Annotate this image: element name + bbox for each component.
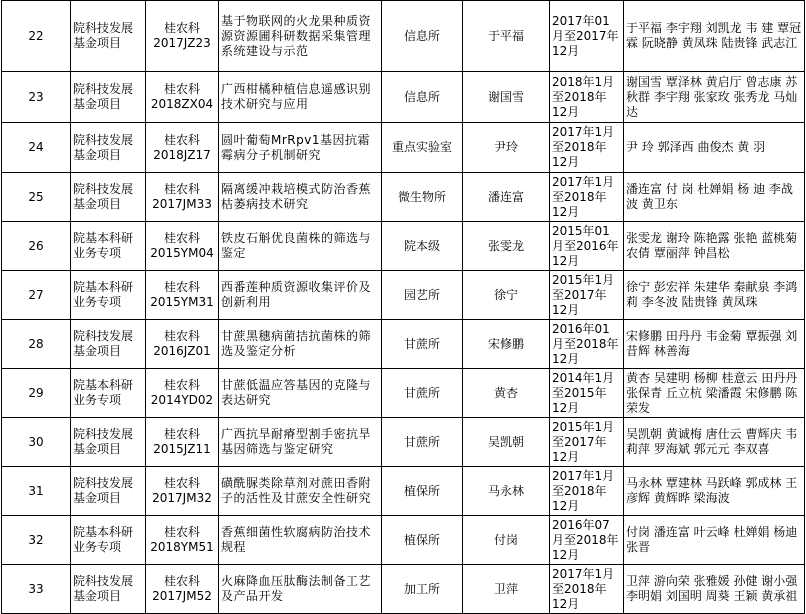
project-code-number: 2015YM04	[150, 246, 214, 260]
project-code-cell	[146, 418, 219, 467]
department-cell: 微生物所	[382, 173, 463, 222]
project-category-cell: 院科技发展基金项目	[71, 320, 146, 369]
project-category-cell: 院科技发展基金项目	[71, 467, 146, 516]
table-row	[2, 418, 805, 467]
project-members-cell: 吴凯朝 黄诚梅 唐仕云 曹辉庆 韦莉萍 罗海斌 郭元元 李双喜	[624, 418, 805, 467]
department-cell: 院本级	[382, 222, 463, 271]
table-row	[2, 369, 805, 418]
department-cell: 甘蔗所	[382, 418, 463, 467]
project-code-prefix: 桂农科	[163, 231, 200, 245]
project-leader-cell: 谢国雪	[463, 72, 550, 123]
project-code-cell	[146, 369, 219, 418]
table-row	[2, 123, 805, 173]
project-leader-cell: 宋修鹏	[463, 320, 550, 369]
project-code-number: 2018ZX04	[150, 97, 214, 111]
project-members-cell: 潘连富 付 岗 杜婵娟 杨 迪 李战波 黄卫东	[624, 173, 805, 222]
project-period-cell: 2017年01月至2017年12月	[550, 1, 624, 72]
project-title-cell: 香蕉细菌性软腐病防治技术规程	[219, 516, 382, 565]
department-cell: 信息所	[382, 72, 463, 123]
project-period-cell: 2016年07月至2018年12月	[550, 516, 624, 565]
table-row	[2, 1, 805, 72]
project-members-cell: 卫萍 游向荣 张雅媛 孙健 谢小强 李明娟 刘国明 周葵 王颖 黄承祖	[624, 565, 805, 614]
project-code-number: 2018YM51	[150, 540, 214, 554]
project-table-body	[2, 1, 805, 614]
project-category-cell: 院科技发展基金项目	[71, 565, 146, 614]
project-code-cell	[146, 1, 219, 72]
project-category-cell: 院基本科研业务专项	[71, 271, 146, 320]
project-code-prefix: 桂农科	[163, 329, 200, 343]
row-number-cell: 32	[2, 516, 71, 565]
row-number-cell: 29	[2, 369, 71, 418]
project-leader-cell: 于平福	[463, 1, 550, 72]
project-period-cell: 2016年01月至2018年12月	[550, 320, 624, 369]
project-period-cell: 2017年1月至2018年12月	[550, 123, 624, 173]
project-members-cell: 谢国雪 覃泽林 黄启厅 曾志康 苏秋群 李宇翔 张家玫 张秀龙 马灿达	[624, 72, 805, 123]
project-title-cell: 广西柑橘种植信息遥感识别技术研究与应用	[219, 72, 382, 123]
department-cell: 植保所	[382, 516, 463, 565]
project-code-prefix: 桂农科	[163, 82, 200, 96]
project-code-number: 2017JM33	[152, 197, 212, 211]
project-leader-cell: 张雯龙	[463, 222, 550, 271]
project-title-cell: 甘蔗黑穗病菌拮抗菌株的筛选及鉴定分析	[219, 320, 382, 369]
project-code-prefix: 桂农科	[163, 427, 200, 441]
row-number-cell: 26	[2, 222, 71, 271]
row-number-cell: 22	[2, 1, 71, 72]
project-code-number: 2016JZ01	[153, 344, 211, 358]
project-category-cell: 院科技发展基金项目	[71, 123, 146, 173]
row-number-cell: 27	[2, 271, 71, 320]
project-leader-cell: 徐宁	[463, 271, 550, 320]
table-row	[2, 565, 805, 614]
project-code-cell	[146, 565, 219, 614]
row-number-cell: 24	[2, 123, 71, 173]
project-members-cell: 黄杏 吴建明 杨柳 桂意云 田丹丹 张保青 丘立杭 梁潘霞 宋修鹏 陈荣发	[624, 369, 805, 418]
department-cell: 甘蔗所	[382, 369, 463, 418]
project-period-cell: 2017年1月至2018年12月	[550, 565, 624, 614]
project-period-cell: 2015年01月至2016年12月	[550, 222, 624, 271]
department-cell: 信息所	[382, 1, 463, 72]
project-code-number: 2017JM32	[152, 491, 212, 505]
table-row	[2, 467, 805, 516]
row-number-cell: 23	[2, 72, 71, 123]
row-number-cell: 33	[2, 565, 71, 614]
project-category-cell: 院科技发展基金项目	[71, 173, 146, 222]
department-cell: 植保所	[382, 467, 463, 516]
project-code-number: 2015JZ11	[153, 442, 211, 456]
project-code-prefix: 桂农科	[163, 378, 200, 392]
project-category-cell: 院科技发展基金项目	[71, 1, 146, 72]
project-members-cell: 付岗 潘连富 叶云峰 杜婵娟 杨迪 张晋	[624, 516, 805, 565]
department-cell: 加工所	[382, 565, 463, 614]
project-category-cell: 院基本科研业务专项	[71, 516, 146, 565]
project-code-prefix: 桂农科	[163, 476, 200, 490]
table-row	[2, 222, 805, 271]
project-code-cell	[146, 123, 219, 173]
project-code-cell	[146, 467, 219, 516]
project-title-cell: 火麻降血压肽酶法制备工艺及产品开发	[219, 565, 382, 614]
project-title-cell: 广西抗旱耐瘠型割手密抗旱基因筛选与鉴定研究	[219, 418, 382, 467]
project-code-number: 2015YM31	[150, 295, 214, 309]
project-category-cell: 院科技发展基金项目	[71, 418, 146, 467]
project-leader-cell: 吴凯朝	[463, 418, 550, 467]
row-number-cell: 28	[2, 320, 71, 369]
project-leader-cell: 尹玲	[463, 123, 550, 173]
department-cell: 园艺所	[382, 271, 463, 320]
project-period-cell: 2015年1月至2017年12月	[550, 418, 624, 467]
project-title-cell: 圆叶葡萄MrRpv1基因抗霜霉病分子机制研究	[219, 123, 382, 173]
row-number-cell: 25	[2, 173, 71, 222]
project-code-number: 2018JZ17	[153, 147, 211, 162]
project-leader-cell: 付岗	[463, 516, 550, 565]
project-period-cell: 2015年1月至2017年12月	[550, 271, 624, 320]
project-code-prefix: 桂农科	[163, 132, 200, 147]
project-leader-cell: 卫萍	[463, 565, 550, 614]
project-code-prefix: 桂农科	[163, 21, 200, 35]
table-row	[2, 516, 805, 565]
project-code-cell	[146, 320, 219, 369]
project-members-cell: 尹 玲 郭泽西 曲俊杰 黄 羽	[624, 123, 805, 173]
project-code-cell	[146, 222, 219, 271]
project-title-cell: 磺酰脲类除草剂对蔗田香附子的活性及甘蔗安全性研究	[219, 467, 382, 516]
project-period-cell: 2017年1月至2018年12月	[550, 173, 624, 222]
project-code-prefix: 桂农科	[163, 525, 200, 539]
project-code-number: 2014YD02	[150, 393, 214, 407]
project-members-cell: 马永林 覃建林 马跃峰 郭成林 王彦辉 黄辉晔 梁海波	[624, 467, 805, 516]
project-code-prefix: 桂农科	[163, 280, 200, 294]
project-title-cell: 甘蔗低温应答基因的克隆与表达研究	[219, 369, 382, 418]
project-code-prefix: 桂农科	[163, 574, 200, 588]
table-row	[2, 271, 805, 320]
project-code-cell	[146, 173, 219, 222]
row-number-cell: 30	[2, 418, 71, 467]
project-members-cell: 张雯龙 谢玲 陈艳露 张艳 蓝桃菊 农倩 覃丽萍 钟昌松	[624, 222, 805, 271]
project-code-cell	[146, 72, 219, 123]
project-title-cell: 铁皮石斛优良菌株的筛选与鉴定	[219, 222, 382, 271]
project-members-cell: 徐宁 彭宏祥 朱建华 秦献泉 李鸿莉 李冬波 陆贵锋 黄凤珠	[624, 271, 805, 320]
project-leader-cell: 黄杏	[463, 369, 550, 418]
table-row	[2, 173, 805, 222]
project-members-cell: 于平福 李宇翔 刘凯龙 韦 建 覃冠霖 阮晓静 黄凤珠 陆贵锋 武志江	[624, 1, 805, 72]
project-title-cell: 西番莲种质资源收集评价及创新利用	[219, 271, 382, 320]
project-code-cell	[146, 516, 219, 565]
row-number-cell: 31	[2, 467, 71, 516]
project-category-cell: 院科技发展基金项目	[71, 72, 146, 123]
project-code-number: 2017JM52	[152, 589, 212, 603]
project-category-cell: 院基本科研业务专项	[71, 222, 146, 271]
project-members-cell: 宋修鹏 田丹丹 韦金菊 覃振强 刘昔辉 林善海	[624, 320, 805, 369]
table-row	[2, 320, 805, 369]
project-table	[1, 0, 805, 614]
project-category-cell: 院基本科研业务专项	[71, 369, 146, 418]
project-period-cell: 2018年1月至2018年12月	[550, 72, 624, 123]
department-cell: 重点实验室	[382, 123, 463, 173]
project-code-prefix: 桂农科	[163, 182, 200, 196]
project-code-number: 2017JZ23	[153, 36, 211, 50]
project-title-cell: 基于物联网的火龙果种质资源资源圃科研数据采集管理系统建设与示范	[219, 1, 382, 72]
department-cell: 甘蔗所	[382, 320, 463, 369]
project-leader-cell: 潘连富	[463, 173, 550, 222]
project-leader-cell: 马永林	[463, 467, 550, 516]
project-period-cell: 2014年1月至2015年12月	[550, 369, 624, 418]
project-period-cell: 2017年1月至2018年12月	[550, 467, 624, 516]
table-row	[2, 72, 805, 123]
project-code-cell	[146, 271, 219, 320]
project-title-cell: 隔离缓冲栽培模式防治香蕉枯萎病技术研究	[219, 173, 382, 222]
